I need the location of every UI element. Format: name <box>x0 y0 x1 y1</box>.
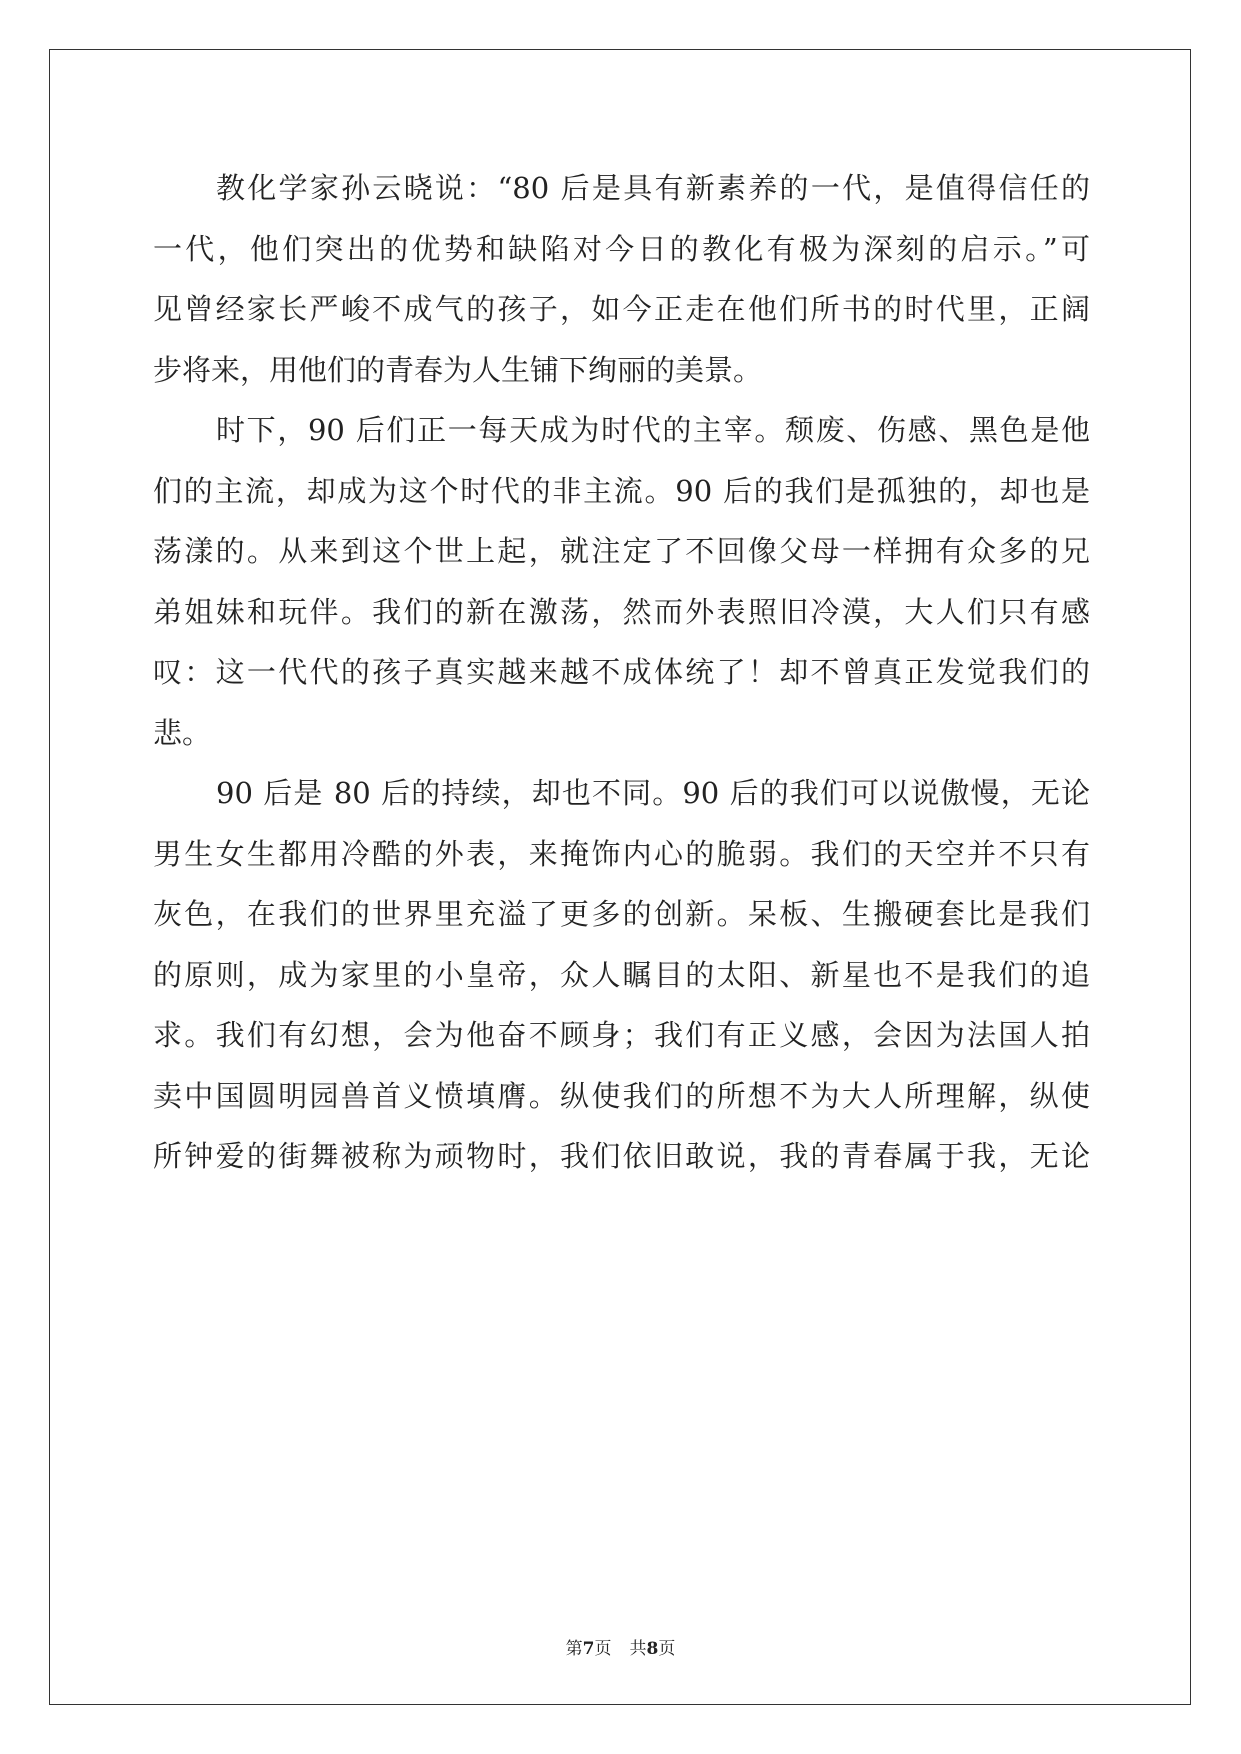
paragraph-2-line-5: 叹：这一代代的孩子真实越来越不成体统了！却不曾真正发觉我们的 <box>153 655 1090 689</box>
paragraph-2-line-2: 们的主流，却成为这个时代的非主流。90 后的我们是孤独的，却也是 <box>153 473 1090 508</box>
paragraph-1-line-4: 步将来，用他们的青春为人生铺下绚丽的美景。 <box>153 352 763 387</box>
paragraph-2-line-4: 弟姐妹和玩伴。我们的新在激荡，然而外表照旧冷漠，大人们只有感 <box>153 594 1090 629</box>
paragraph-3-line-3: 灰色，在我们的世界里充溢了更多的创新。呆板、生搬硬套比是我们 <box>153 897 1090 931</box>
current-page-number: 7 <box>582 1639 595 1659</box>
page-number-prefix: 第 <box>565 1639 583 1659</box>
total-pages-suffix: 页 <box>658 1639 676 1659</box>
paragraph-3-line-2: 男生女生都用冷酷的外表，来掩饰内心的脆弱。我们的天空并不只有 <box>153 836 1090 871</box>
total-pages-number: 8 <box>646 1639 659 1659</box>
paragraph-3-line-7: 所钟爱的街舞被称为顽物时，我们依旧敢说，我的青春属于我，无论 <box>153 1139 1090 1173</box>
page-number-suffix: 页 <box>594 1639 612 1659</box>
paragraph-3-line-5: 求。我们有幻想，会为他奋不顾身；我们有正义感，会因为法国人拍 <box>153 1018 1090 1052</box>
paragraph-1-line-3: 见曾经家长严峻不成气的孩子，如今正走在他们所书的时代里，正阔 <box>153 292 1090 326</box>
paragraph-2-line-1: 时下，90 后们正一每天成为时代的主宰。颓废、伤感、黑色是他 <box>216 413 1090 447</box>
paragraph-1-line-2: 一代，他们突出的优势和缺陷对今日的教化有极为深刻的启示。”可 <box>153 231 1090 266</box>
paragraph-3-line-4: 的原则，成为家里的小皇帝，众人瞩目的太阳、新星也不是我们的追 <box>153 957 1090 992</box>
total-pages-prefix: 共 <box>629 1639 647 1659</box>
paragraph-3-line-6: 卖中国圆明园兽首义愤填膺。纵使我们的所想不为大人所理解，纵使 <box>153 1078 1090 1113</box>
document-body <box>153 158 1090 1187</box>
paragraph-1-line-1: 教化学家孙云晓说：“80 后是具有新素养的一代，是值得信任的 <box>216 171 1090 205</box>
paragraph-2-line-3: 荡漾的。从来到这个世上起，就注定了不回像父母一样拥有众多的兄 <box>153 534 1090 568</box>
paragraph-2-line-6: 悲。 <box>153 715 212 750</box>
page-footer <box>0 1634 1241 1659</box>
paragraph-3-line-1: 90 后是 80 后的持续，却也不同。90 后的我们可以说傲慢，无论 <box>216 776 1090 810</box>
